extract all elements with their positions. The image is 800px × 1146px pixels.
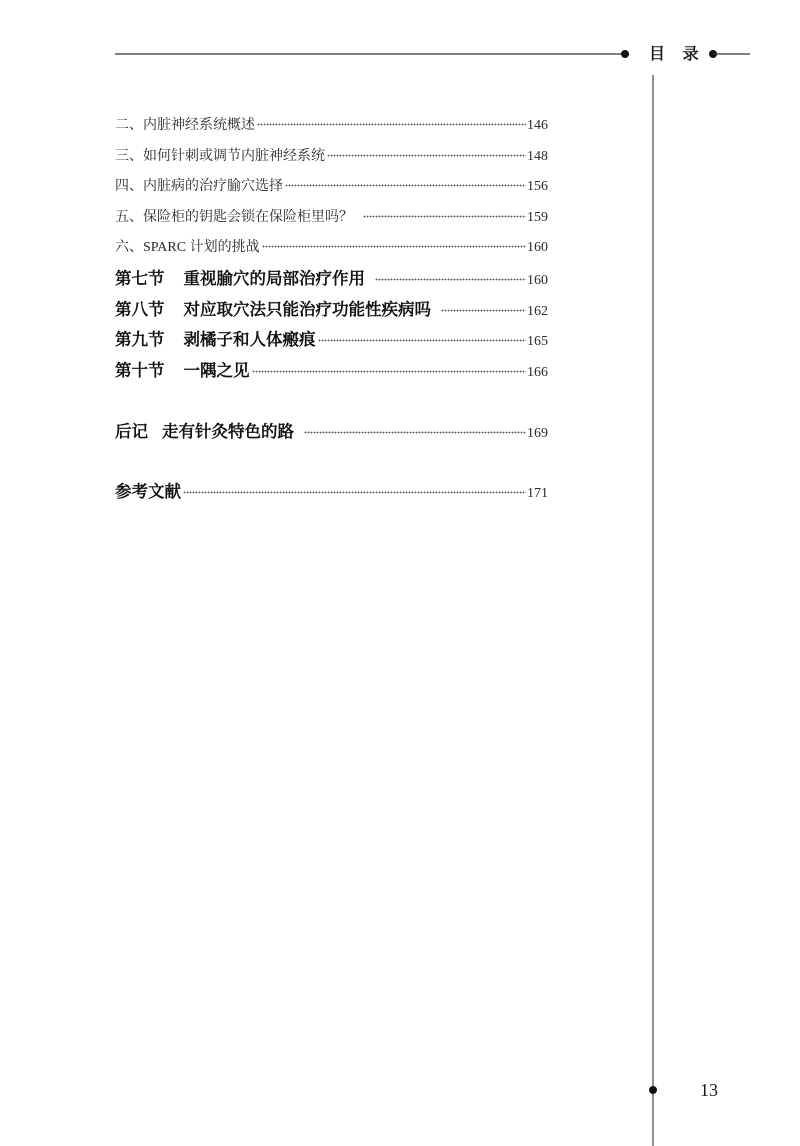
dot-leader — [257, 123, 526, 126]
dot-leader — [318, 339, 527, 342]
toc-subsection-entry — [115, 111, 548, 142]
toc-section-entry — [115, 264, 548, 295]
toc-entry-page: 146 — [527, 118, 548, 133]
toc-section-title: 一隅之见 — [183, 360, 250, 380]
toc-entry-page: 169 — [527, 426, 548, 442]
toc-entry-page: 162 — [527, 303, 548, 319]
dot-leader — [363, 215, 526, 218]
dot-leader — [304, 431, 526, 434]
dot-leader — [327, 154, 526, 157]
toc-entry-label: 五、保险柜的钥匙会锁在保险柜里吗？ — [115, 209, 353, 225]
toc-entry-page: 148 — [527, 148, 548, 164]
page-number-bullet-icon — [649, 1086, 657, 1094]
toc-section-entry — [115, 325, 548, 356]
toc-entry-page: 171 — [527, 485, 548, 501]
dot-leader — [252, 370, 527, 373]
toc-section-entry — [115, 356, 548, 387]
toc-subsection-entry — [115, 233, 548, 264]
toc-entry-label: 二、内脏神经系统概述 — [115, 118, 255, 133]
toc-section-title: 重视腧穴的局部治疗作用 — [183, 268, 365, 288]
toc-postscript-entry — [115, 417, 548, 448]
toc-entry-label: 六、SPARC 计划的挑战 — [115, 240, 260, 256]
toc-references-title: 参考文献 — [115, 481, 181, 501]
toc-entry-page: 160 — [527, 272, 548, 288]
toc-section-number: 第十节 — [115, 360, 165, 380]
dot-leader — [285, 184, 526, 187]
toc-entry-page: 160 — [527, 240, 548, 256]
dot-leader — [441, 309, 526, 312]
dot-leader — [375, 278, 526, 281]
header-bullet-left-icon — [621, 50, 629, 58]
toc-section-title: 剥橘子和人体瘢痕 — [183, 330, 316, 350]
toc-postscript-label: 后记 — [115, 422, 148, 442]
toc-section-number: 第八节 — [115, 299, 165, 319]
running-header-title: 目 录 — [649, 44, 705, 63]
toc-postscript-title: 走有针灸特色的路 — [162, 422, 294, 442]
toc-subsection-entry — [115, 142, 548, 173]
toc-section-number: 第九节 — [115, 330, 165, 350]
dot-leader — [262, 245, 526, 248]
toc-section-entry — [115, 295, 548, 326]
toc-entry-page: 166 — [527, 364, 548, 380]
toc-entry-label: 四、内脏病的治疗腧穴选择 — [115, 179, 283, 195]
toc-references-entry — [115, 477, 548, 508]
toc-subsection-entry — [115, 203, 548, 234]
toc-entry-label: 三、如何针刺或调节内脏神经系统 — [115, 148, 325, 164]
table-of-contents — [115, 111, 548, 508]
toc-entry-page: 159 — [527, 209, 548, 225]
toc-section-number: 第七节 — [115, 268, 165, 288]
toc-subsection-entry — [115, 172, 548, 203]
page-number: 13 — [700, 1080, 718, 1100]
toc-section-title: 对应取穴法只能治疗功能性疾病吗 — [183, 299, 431, 319]
dot-leader — [183, 491, 526, 494]
toc-entry-page: 156 — [527, 179, 548, 195]
toc-entry-page: 165 — [527, 334, 548, 350]
